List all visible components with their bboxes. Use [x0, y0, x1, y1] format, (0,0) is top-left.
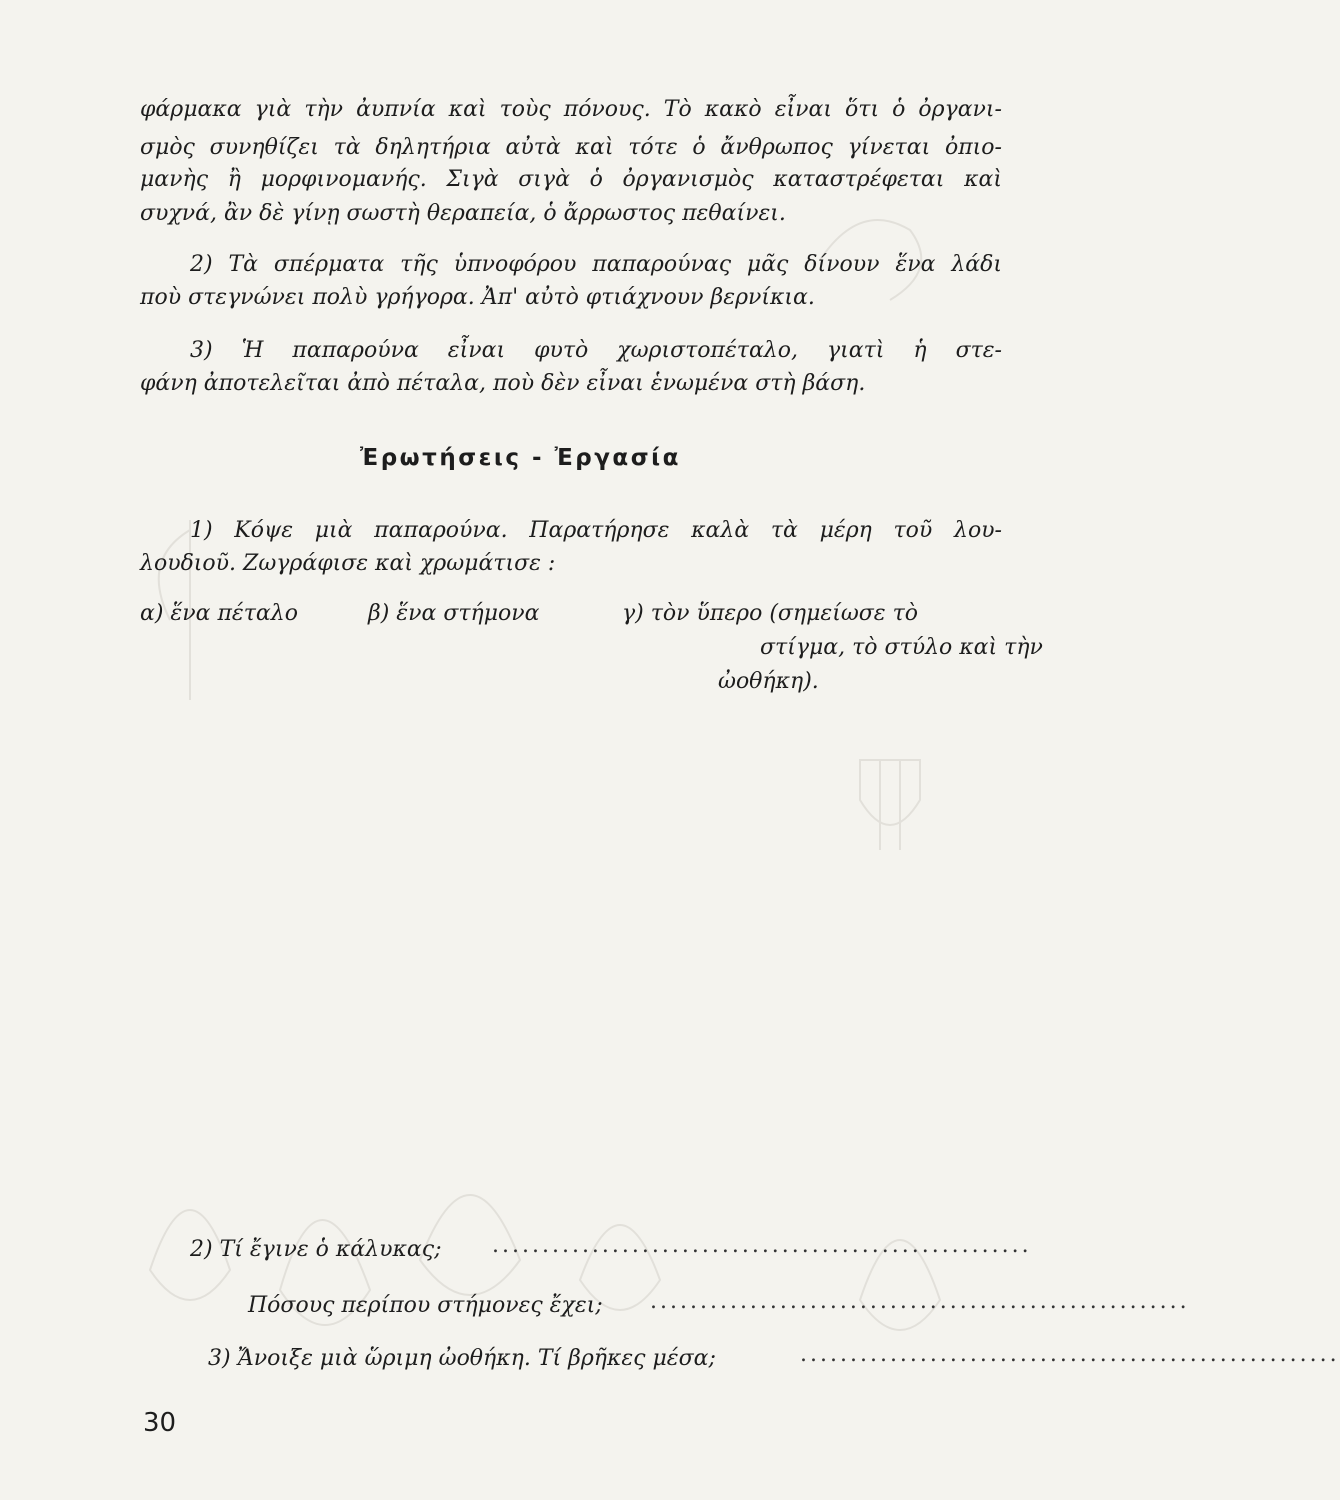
- item-2-line: 2) Τὰ σπέρματα τῆς ὑπνοφόρου παπαρούνας μᾶς δίνουν ἕνα λάδι: [190, 252, 1002, 277]
- body-line: συχνά, ἂν δὲ γίνῃ σωστὴ θεραπεία, ὁ ἄρρωστος πεθαίνει.: [140, 201, 786, 226]
- item-3-line: 3) Ἡ παπαρούνα εἶναι φυτὸ χωριστοπέταλο, γιατὶ ἡ στε-: [190, 338, 1002, 363]
- part-a: α) ἕνα πέταλο: [140, 601, 298, 626]
- part-c-line: στίγμα, τὸ στύλο καὶ τὴν: [760, 635, 1043, 660]
- item-2-line: ποὺ στεγνώνει πολὺ γρήγορα. Ἀπ' αὐτὸ φτιάχνουν βερνίκια.: [140, 285, 815, 310]
- section-heading: Ἐρωτήσεις - Ἐργασία: [360, 445, 681, 471]
- question-1-line: 1) Κόψε μιὰ παπαρούνα. Παρατήρησε καλὰ τὰ μέρη τοῦ λου-: [190, 518, 1002, 543]
- item-3-line: φάνη ἀποτελεῖται ἀπὸ πέταλα, ποὺ δὲν εἶναι ἑνωμένα στὴ βάση.: [140, 371, 866, 396]
- answer-dots: ......................................................: [800, 1342, 1340, 1367]
- body-line: σμὸς συνηθίζει τὰ δηλητήρια αὐτὰ καὶ τότε ὁ ἄνθρωπος γίνεται ὀπιο-: [140, 135, 1002, 160]
- part-c: γ) τὸν ὕπερο (σημείωσε τὸ: [622, 601, 919, 626]
- part-c-line: ὠοθήκη).: [718, 669, 819, 694]
- answer-dots: ......................................................: [650, 1289, 1190, 1314]
- question-2b: Πόσους περίπου στήμονες ἔχει;: [248, 1293, 603, 1318]
- question-3: 3) Ἄνοιξε μιὰ ὥριμη ὠοθήκη. Τί βρῆκες μέσα;: [208, 1346, 716, 1371]
- answer-dots: ......................................................: [492, 1233, 1032, 1258]
- page-number: 30: [143, 1408, 177, 1438]
- part-b: β) ἕνα στήμονα: [368, 601, 540, 626]
- question-1-line: λουδιοῦ. Ζωγράφισε καὶ χρωμάτισε :: [140, 551, 556, 576]
- question-2: 2) Τί ἔγινε ὁ κάλυκας;: [190, 1237, 442, 1262]
- body-line: φάρμακα γιὰ τὴν ἀυπνία καὶ τοὺς πόνους. Τὸ κακὸ εἶναι ὅτι ὁ ὀργανι-: [140, 97, 1002, 122]
- body-line: μανὴς ἢ μορφινομανής. Σιγὰ σιγὰ ὁ ὀργανισμὸς καταστρέφεται καὶ: [140, 167, 1002, 192]
